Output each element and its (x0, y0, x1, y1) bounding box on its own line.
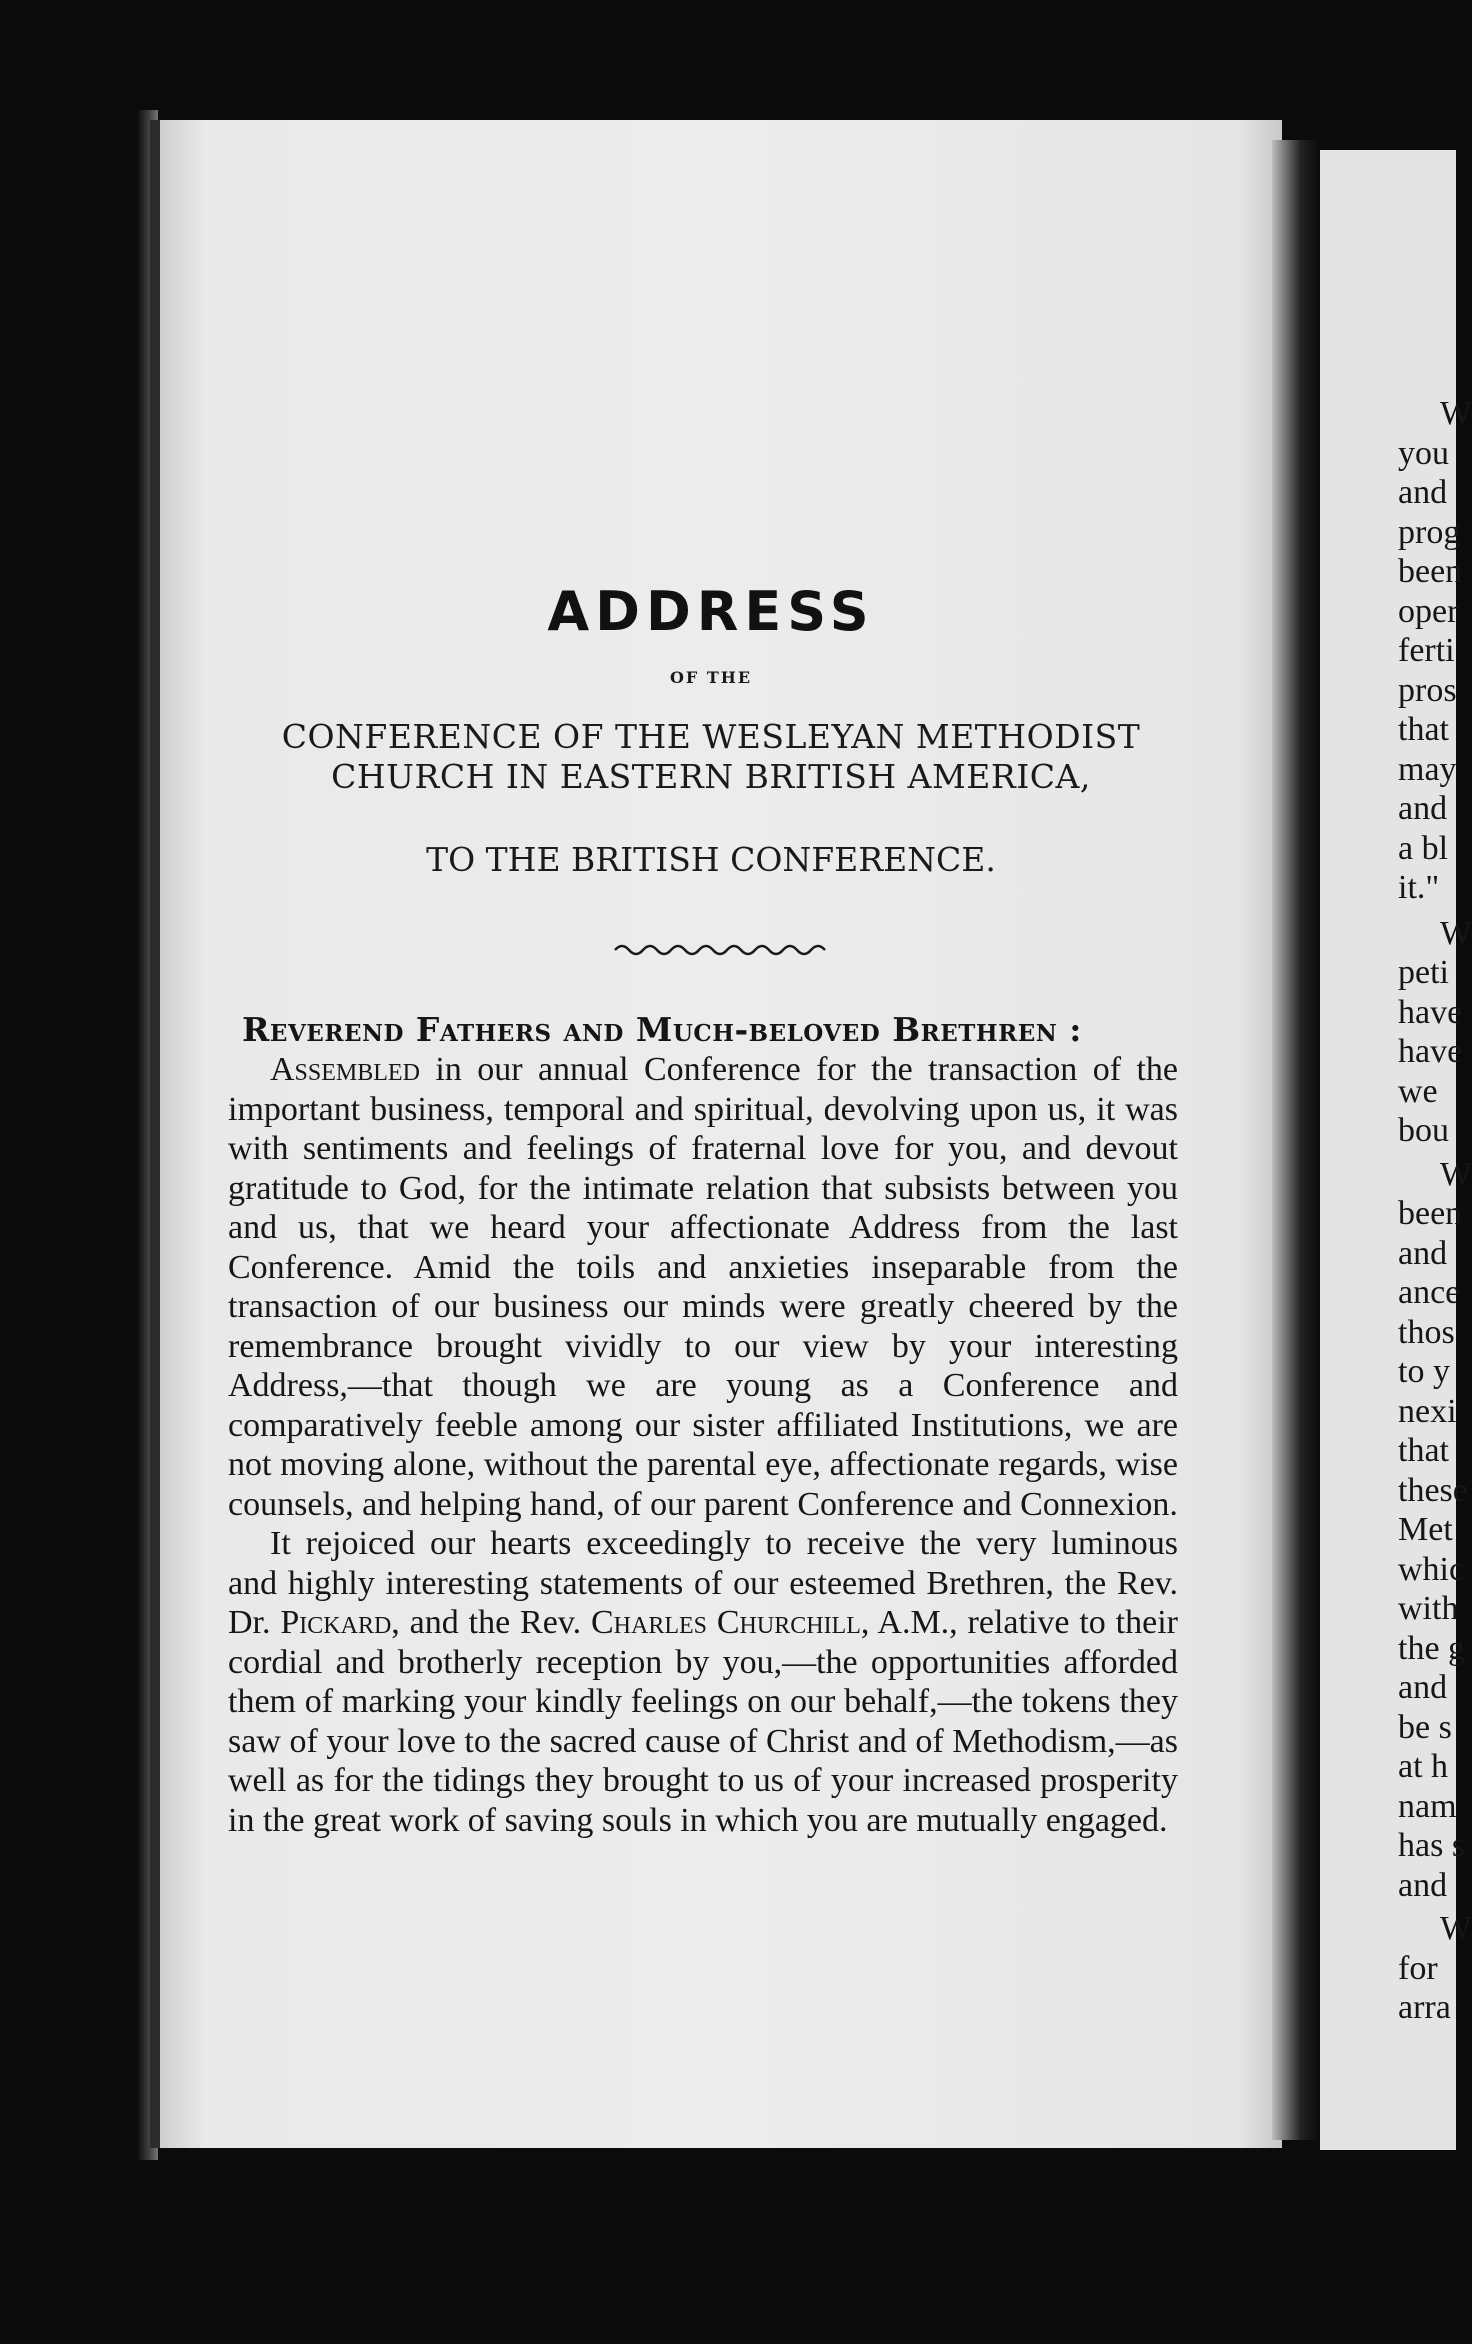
right-page-line: and (1398, 474, 1448, 511)
conference-name-line-2: CHURCH IN EASTERN BRITISH AMERICA, (331, 757, 1091, 796)
page-title: ADDRESS (547, 580, 875, 643)
right-page-line: W (1440, 1155, 1472, 1193)
right-page-line: thos (1398, 1313, 1455, 1351)
right-page-line: at h (1398, 1748, 1449, 1785)
right-page-line: W (1440, 914, 1472, 952)
right-page-line: arra (1398, 1989, 1451, 2026)
paragraph-1-lead-word: Assembled (270, 1051, 420, 1088)
right-page-line: prog (1398, 513, 1461, 551)
right-page-line: and (1398, 1669, 1448, 1706)
right-page-line: W (1440, 395, 1472, 432)
conference-name-line-1: CONFERENCE OF THE WESLEYAN METHODIST (281, 717, 1141, 756)
right-page-line: be s (1398, 1708, 1452, 1746)
right-page-line: peti (1398, 954, 1449, 991)
right-page-line: nexi (1398, 1392, 1457, 1430)
right-page-line: and (1398, 790, 1448, 827)
right-page-line: W (1440, 1910, 1472, 1947)
right-page-line: oper (1398, 592, 1459, 630)
right-page-line: have (1398, 1033, 1463, 1070)
wavy-divider-ornament (615, 940, 825, 960)
paragraph-1-text: in our annual Conference for the transaction of the important business, temporal and spiritual, devolving upon us, it was with sentiments and feelings of fraternal love for you, and devout gratitude to God, for the intimate relation that subsists between you and us, that we heard your affectionate Address from the last Conference. Amid the toils and anxieties inseparable from the transaction of our business our minds were greatly cheered by the remembrance brought vividly to our view by your interesting Address,—that though we are young as a Conference and comparatively feeble among our sister affiliated Institutions, we are not moving alone, without the parental eye, affectionate regards, wise counsels, and helping hand, of our parent Conference and Connexion. (228, 1051, 1178, 1523)
paragraph-2-text-c: , A.M., relative to their cordial and brotherly reception by you,—the opportunities afforded them of marking your kindly feelings on our behalf,—the tokens they saw of your love to the sacred cause of Christ and of Methodism,—as well as for the tidings they brought to us of your increased prosperity in the great work of saving souls in which you are mutually engaged. (228, 1604, 1178, 1839)
right-page-line: and (1398, 1234, 1448, 1272)
page-gutter (1272, 140, 1320, 2140)
paragraph-2-text-a: It rejoiced our hearts exceedingly to receive the very luminous and highly interesting statements of our esteemed Brethren, the Rev. Dr. (228, 1525, 1178, 1641)
right-page-line: it." (1398, 869, 1440, 906)
paragraph-1 (228, 1050, 1178, 1524)
right-page-line: bou (1398, 1112, 1449, 1149)
right-page-line: been (1398, 1195, 1463, 1232)
right-page-line: to y (1398, 1353, 1450, 1390)
right-page-line: pros (1398, 671, 1457, 709)
right-page-line: ance (1398, 1274, 1461, 1311)
name-pickard: Pickard (280, 1604, 392, 1641)
right-page-line: these (1398, 1471, 1468, 1509)
right-page-line: has s (1398, 1827, 1466, 1864)
right-page-line: Met (1398, 1511, 1453, 1548)
paragraph-2 (228, 1524, 1178, 1840)
right-page-line: been (1398, 553, 1463, 590)
name-churchill: Charles Churchill (590, 1604, 861, 1641)
right-page-line: have (1398, 993, 1463, 1031)
right-page-line: we (1398, 1072, 1438, 1110)
title-connector: OF THE (669, 668, 753, 687)
right-page-line: may (1398, 750, 1457, 788)
right-page-line: and (1398, 1866, 1448, 1904)
paragraph-2-text-b: , and the Rev. (391, 1604, 591, 1641)
letter-body (228, 1050, 1178, 1840)
right-page-line: you (1398, 434, 1449, 472)
right-page-line: with (1398, 1590, 1459, 1627)
right-page-line: a bl (1398, 829, 1449, 867)
right-page-line: the g (1398, 1629, 1466, 1667)
right-page-line: that (1398, 711, 1449, 748)
right-page-line: that (1398, 1432, 1449, 1469)
salutation: Reverend Fathers and Much-beloved Brethren : (242, 1010, 1082, 1049)
right-page-line: for (1398, 1949, 1438, 1987)
right-page-line: whic (1398, 1550, 1465, 1588)
right-page-line: nam (1398, 1787, 1457, 1825)
right-page-line: ferti (1398, 632, 1455, 669)
addressee-line: TO THE BRITISH CONFERENCE. (426, 840, 996, 879)
